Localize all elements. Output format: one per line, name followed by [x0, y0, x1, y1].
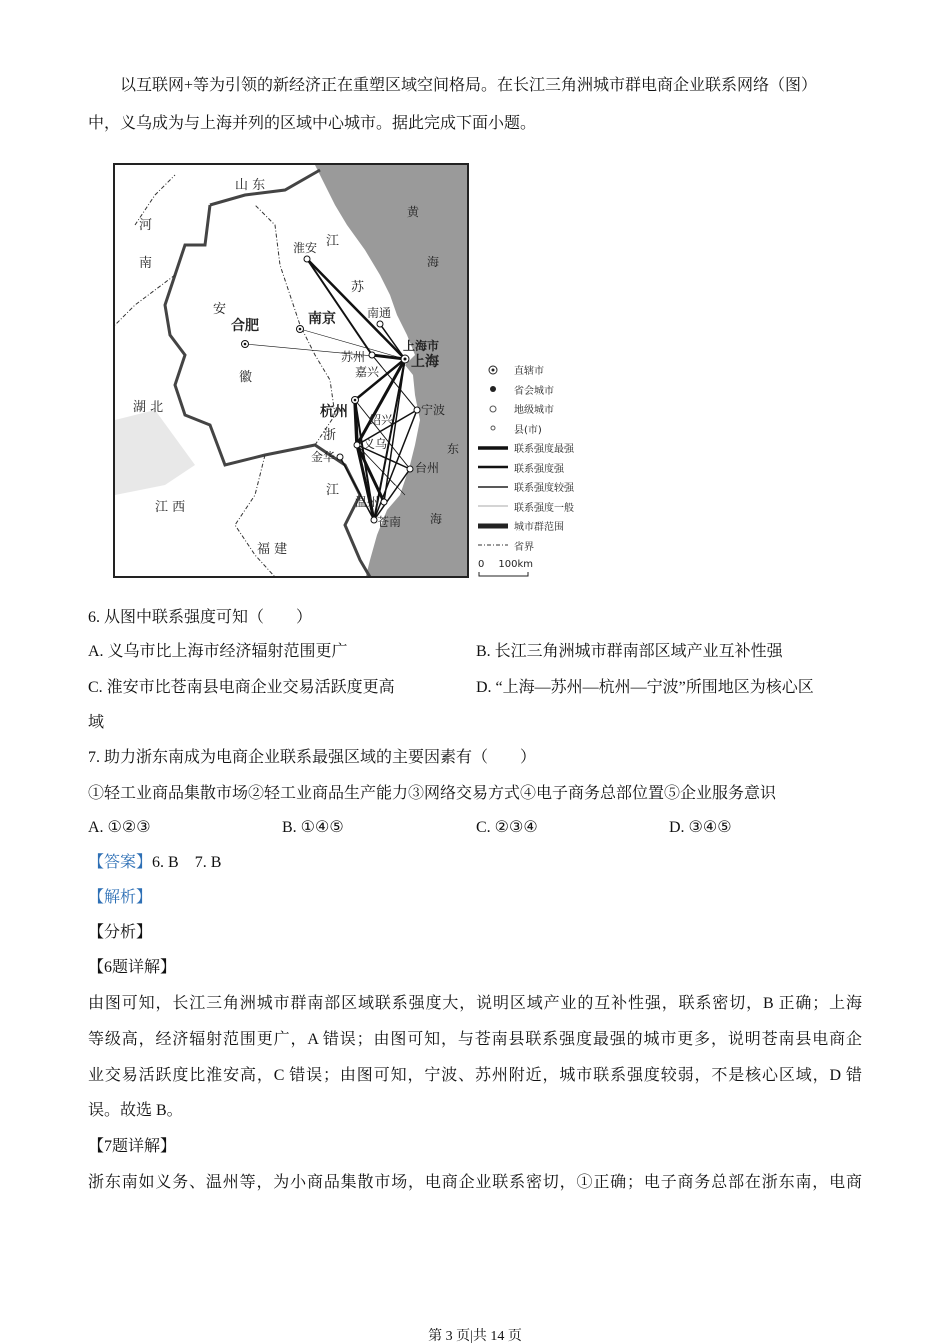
- city-yiwu: 义乌: [363, 437, 388, 451]
- city-jiaxing: 嘉兴: [355, 365, 380, 379]
- prefecture-city-icon: [478, 404, 508, 414]
- detail6-heading: 【6题详解】: [88, 959, 177, 976]
- legend-provincial-border: [478, 536, 608, 556]
- map-graphic: [115, 165, 469, 578]
- q6-option-d: D. “上海—苏州—杭州—宁波”所围地区为核心区: [476, 679, 814, 696]
- city-cluster-boundary: [165, 170, 370, 577]
- page-footer: 第 3 页|共 14 页: [428, 1329, 522, 1344]
- label-fujian: 福 建: [257, 542, 288, 557]
- legend-county: [478, 419, 608, 439]
- q7-option-b: B. ①④⑤: [282, 819, 344, 836]
- q7-option-c: C. ②③④: [476, 819, 538, 836]
- label-donghai-2: 海: [430, 512, 443, 526]
- city-cangnan: 苍南: [377, 515, 402, 529]
- city-nanjing: 南京: [308, 311, 336, 327]
- map-legend: [478, 360, 608, 575]
- legend-label: 联系强度最强: [514, 444, 574, 456]
- legend-scale-bar: [478, 555, 608, 575]
- label-zhejiang-1: 浙: [323, 428, 337, 443]
- label-henan-2: 南: [139, 256, 153, 271]
- label-jiangsu-1: 江: [326, 234, 340, 249]
- yangtze-delta-map: [113, 163, 469, 578]
- city-hefei: 合肥: [231, 318, 259, 334]
- city-shanghai: 上海: [411, 354, 439, 370]
- thick-line-icon: [478, 445, 508, 451]
- q7-items: ①轻工业商品集散市场②轻工业商品生产能力③网络交易方式④电子商务总部位置⑤企业服务意识: [88, 785, 777, 802]
- label-anhui-2: 徽: [239, 370, 253, 385]
- intro-line-1: 以互联网+等为引领的新经济正在重塑区域空间格局。在长江三角洲城市群电商企业联系网络（图）: [120, 77, 818, 94]
- county-icon: [478, 423, 508, 433]
- detail6-line-4: 误。故选 B。: [88, 1102, 183, 1119]
- city-ningbo: 宁波: [421, 403, 446, 417]
- provincial-borders: [115, 175, 335, 577]
- q7-option-d: D. ③④⑤: [669, 819, 732, 836]
- label-zhejiang-2: 江: [326, 483, 340, 498]
- legend-label: 省会城市: [514, 385, 554, 397]
- detail6-line-3: 业交易活跃度比淮安高，C 错误；由图可知，宁波、苏州附近，城市联系强度较弱，不是核心区域，D 错: [88, 1067, 862, 1084]
- answer-tag: 【答案】: [88, 854, 153, 871]
- detail6-line-1: 由图可知，长江三角洲城市群南部区域联系强度大，说明区域产业的互补性强，联系密切，B 正确；上海: [88, 995, 862, 1012]
- legend-city-cluster: [478, 516, 608, 536]
- label-henan-1: 河: [139, 218, 153, 233]
- label-shandong: 山 东: [235, 178, 266, 193]
- q6-option-c: C. 淮安市比苍南县电商企业交易活跃度更高: [88, 679, 395, 696]
- city-suzhou: 苏州: [341, 350, 366, 364]
- analysis-tag: 【解析】: [88, 889, 153, 906]
- label-anhui-1: 安: [213, 302, 227, 317]
- detail6-line-2: 等级高，经济辐射范围更广，A 错误；由图可知，与苍南县联系强度最强的城市更多，说明苍南县电商企: [88, 1031, 862, 1048]
- detail7-line-1: 浙东南如义务、温州等，为小商品集散市场，电商企业联系密切，①正确；电子商务总部在浙东南，电商: [88, 1174, 862, 1191]
- q6-option-a: A. 义乌市比上海市经济辐射范围更广: [88, 643, 348, 660]
- legend-link-fairly-strong: [478, 477, 608, 497]
- legend-municipality: [478, 360, 608, 380]
- city-nantong: 南通: [367, 306, 392, 320]
- legend-prefecture-city: [478, 399, 608, 419]
- thin-line-icon: [478, 484, 508, 490]
- q6-option-b: B. 长江三角洲城市群南部区域产业互补性强: [476, 643, 783, 660]
- q6-stem: 6. 从图中联系强度可知（ ）: [88, 609, 313, 626]
- municipality-icon: [478, 365, 508, 375]
- dashed-line-icon: [478, 542, 508, 548]
- scale-zero: 0: [478, 559, 485, 571]
- fenxi-heading: 【分析】: [88, 924, 153, 941]
- label-huanghai-1: 黄: [407, 205, 420, 219]
- q6-option-d-continued: 域: [88, 714, 105, 731]
- city-hangzhou: 杭州: [320, 404, 348, 420]
- city-jinhua: 金华: [311, 450, 336, 464]
- legend-label: 县(市): [514, 424, 542, 436]
- legend-label: 省界: [514, 541, 534, 553]
- city-shanghaishi: 上海市: [403, 339, 440, 353]
- q7-option-a: A. ①②③: [88, 819, 151, 836]
- scale-label: 100km: [498, 559, 533, 571]
- label-donghai-1: 东: [447, 442, 460, 456]
- legend-label: 城市群范围: [514, 522, 564, 534]
- shaded-region: [115, 410, 195, 495]
- city-taizhou: 台州: [415, 461, 440, 475]
- label-jiangsu-2: 苏: [351, 280, 365, 295]
- label-jiangxi: 江 西: [155, 500, 186, 515]
- cluster-boundary-icon: [478, 522, 508, 530]
- hairline-icon: [478, 503, 508, 509]
- label-huanghai-2: 海: [427, 255, 440, 269]
- q7-stem: 7. 助力浙东南成为电商企业联系最强区域的主要因素有（ ）: [88, 749, 537, 766]
- detail7-heading: 【7题详解】: [88, 1138, 177, 1155]
- legend-label: 直辖市: [514, 366, 544, 378]
- legend-label: 联系强度较强: [514, 483, 574, 495]
- city-wenzhou: 温州: [355, 495, 380, 509]
- city-huaian: 淮安: [293, 241, 318, 255]
- legend-link-normal: [478, 497, 608, 517]
- provincial-capital-icon: [478, 384, 508, 394]
- legend-link-strong: [478, 458, 608, 478]
- medium-line-icon: [478, 464, 508, 470]
- legend-label: 地级城市: [514, 405, 554, 417]
- answer-line: [88, 853, 862, 873]
- intro-line-2: 中，义乌成为与上海并列的区域中心城市。据此完成下面小题。: [88, 115, 537, 132]
- legend-link-strongest: [478, 438, 608, 458]
- legend-label: 联系强度强: [514, 463, 564, 475]
- answer-text: 6. B 7. B: [152, 854, 222, 871]
- scale-bar-icon: [478, 572, 530, 578]
- city-shaoxing: 绍兴: [369, 413, 394, 427]
- legend-label: 联系强度一般: [514, 502, 574, 514]
- label-hubei: 湖 北: [133, 400, 164, 415]
- legend-provincial-capital: [478, 380, 608, 400]
